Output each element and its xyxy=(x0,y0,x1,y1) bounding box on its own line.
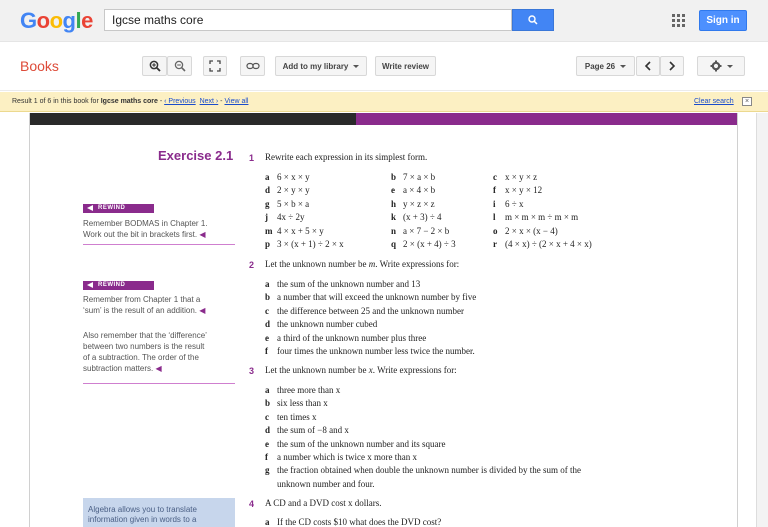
clear-search-link[interactable]: Clear search xyxy=(694,98,734,105)
question-item: e a third of the unknown number plus three xyxy=(265,332,427,343)
search-input[interactable] xyxy=(104,9,512,31)
link-icon xyxy=(246,62,260,70)
question-number: 3 xyxy=(249,366,255,376)
chevron-down-icon xyxy=(727,65,733,68)
question-item: a the sum of the unknown number and 13 xyxy=(265,279,421,289)
google-logo[interactable] xyxy=(20,8,93,34)
question-item: l m × m × m ÷ m × m xyxy=(493,212,579,223)
search-result-bar xyxy=(0,92,768,112)
zoom-out-icon xyxy=(174,60,186,72)
result-summary: Result 1 of 6 in this book for Igcse maths core - ‹ Previous Next › - View all xyxy=(12,98,249,105)
logo-letter: o xyxy=(36,8,50,33)
next-page-button[interactable] xyxy=(660,56,684,76)
question-number: 4 xyxy=(249,499,255,509)
question-item: d the unknown number cubed xyxy=(265,319,378,330)
question-item: f a number which is twice x more than x xyxy=(265,452,417,462)
question-item: e the sum of the unknown number and its square xyxy=(265,438,446,449)
page-select[interactable] xyxy=(576,56,635,76)
question-item: c the difference between 25 and the unknown number xyxy=(265,305,465,316)
previous-result-link[interactable]: ‹ Previous xyxy=(164,98,196,105)
question-number: 2 xyxy=(249,260,255,270)
question-item: b six less than x xyxy=(265,398,328,409)
sign-in-button[interactable]: Sign in xyxy=(699,10,747,31)
chevron-down-icon xyxy=(620,65,626,68)
logo-letter: l xyxy=(75,8,82,33)
question-number: 1 xyxy=(249,153,255,163)
question-item: n a × 7 − 2 × b xyxy=(391,225,450,236)
question-item: f four times the unknown number less twice the number. xyxy=(265,346,475,356)
gear-icon xyxy=(710,60,722,72)
books-toolbar xyxy=(0,42,768,91)
question-item: g 5 × b × a xyxy=(265,198,310,209)
question-item: b 7 × a × b xyxy=(391,172,436,182)
logo-letter: o xyxy=(49,8,63,33)
previous-page-button[interactable] xyxy=(636,56,660,76)
question-item: j 4x ÷ 2y xyxy=(265,212,305,223)
question-item: i 6 ÷ x xyxy=(493,198,524,209)
question-item: f x × y × 12 xyxy=(493,185,543,196)
search-icon xyxy=(528,15,538,25)
triangle-left-icon: ◀ xyxy=(155,364,162,373)
page-header-band-dark xyxy=(30,113,356,125)
divider xyxy=(83,244,235,245)
triangle-left-icon: ◀ xyxy=(199,230,206,239)
question-text: Let the unknown number be m. Write expressions for: xyxy=(265,259,460,269)
question-item: k (x + 3) ÷ 4 xyxy=(391,212,442,223)
exercise-title: Exercise 2.1 xyxy=(158,148,234,163)
add-to-library-label: Add to my library xyxy=(282,61,349,71)
algebra-info-note: Algebra allows you to translate information given in words to a xyxy=(83,498,235,527)
link-button[interactable] xyxy=(240,56,265,76)
chevron-down-icon xyxy=(353,65,359,68)
search-button[interactable] xyxy=(512,9,554,31)
question-text: A CD and a DVD cost x dollars. xyxy=(265,498,382,508)
question-text: Let the unknown number be x. Write expressions for: xyxy=(265,365,457,375)
rewind-note-difference: Also remember that the ‘difference’ between two numbers is the result of a subtraction. The order of the subtraction matters. ◀ xyxy=(83,331,207,373)
question-item: q 2 × (x + 4) ÷ 3 xyxy=(391,239,456,249)
zoom-out-button[interactable] xyxy=(167,56,192,76)
page-select-label: Page 26 xyxy=(584,61,616,71)
settings-button[interactable] xyxy=(697,56,745,76)
add-to-library-button[interactable] xyxy=(275,56,367,76)
triangle-left-icon: ◀ xyxy=(199,306,206,315)
rewind-note-bodmas: Remember BODMAS in Chapter 1. Work out the bit in brackets first. ◀ xyxy=(83,219,208,239)
next-result-link[interactable]: Next › xyxy=(199,98,219,105)
question-text: Rewrite each expression in its simplest form. xyxy=(265,152,428,162)
close-icon[interactable]: × xyxy=(742,97,752,106)
question-item: r (4 × x) ÷ (2 × x + 4 × x) xyxy=(493,239,592,249)
question-item: b a number that will exceed the unknown number by five xyxy=(265,292,477,303)
view-all-link[interactable]: View all xyxy=(224,98,249,105)
question-item: o 2 × x × (x − 4) xyxy=(493,225,558,236)
logo-letter: G xyxy=(20,8,37,33)
viewer-scroll-margin[interactable] xyxy=(756,113,768,527)
logo-letter: e xyxy=(81,8,93,33)
question-item: e a × 4 × b xyxy=(391,185,436,196)
question-item: a If the CD costs $10 what does the DVD cost? xyxy=(265,517,442,527)
question-item: c ten times x xyxy=(265,411,317,422)
zoom-in-icon xyxy=(149,60,161,72)
question-item: c x × y × z xyxy=(493,172,538,182)
books-section-title[interactable]: Books xyxy=(20,58,59,74)
result-query: Igcse maths core xyxy=(100,98,158,105)
divider xyxy=(83,383,235,384)
apps-grid-icon[interactable] xyxy=(672,14,685,27)
question-item: h y × z × z xyxy=(391,198,435,209)
fullscreen-button[interactable] xyxy=(203,56,227,76)
zoom-in-button[interactable] xyxy=(142,56,167,76)
question-item: p 3 × (x + 1) ÷ 2 × x xyxy=(265,239,344,249)
top-bar xyxy=(0,0,768,42)
question-item: unknown number and four. xyxy=(277,478,375,489)
rewind-tag: REWIND xyxy=(83,281,154,290)
question-item: d the sum of −8 and x xyxy=(265,425,349,436)
rewind-tag: REWIND xyxy=(83,204,154,213)
question-item: a 6 × x × y xyxy=(265,172,310,182)
question-item: g the fraction obtained when double the unknown number is divided by the sum of the xyxy=(265,465,581,476)
chevron-right-icon xyxy=(668,61,676,71)
rewind-note-sum: Remember from Chapter 1 that a ‘sum’ is the result of an addition. ◀ xyxy=(83,295,206,315)
fullscreen-icon xyxy=(209,60,221,72)
question-item: d 2 × y × y xyxy=(265,185,310,196)
question-item: m 4 × x + 5 × y xyxy=(265,225,324,236)
page-header-band-purple xyxy=(356,113,737,125)
question-item: a three more than x xyxy=(265,385,341,395)
write-review-button[interactable]: Write review xyxy=(375,56,436,76)
chevron-left-icon xyxy=(644,61,652,71)
logo-letter: g xyxy=(62,8,76,33)
